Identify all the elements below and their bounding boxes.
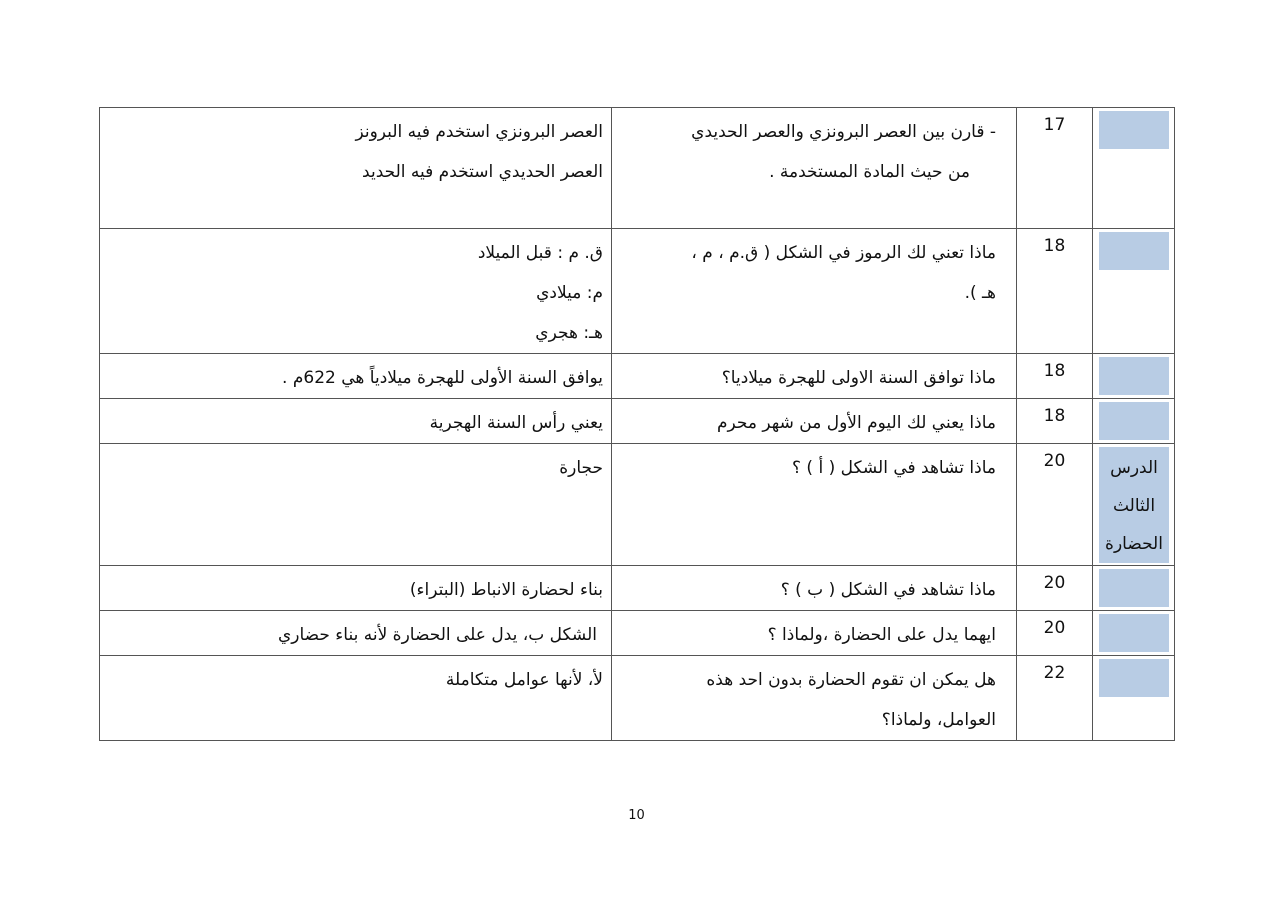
lesson-cell — [1093, 108, 1175, 229]
answer-cell — [100, 444, 612, 566]
answer-cell — [100, 229, 612, 354]
page-ref: 20 — [1043, 451, 1066, 471]
page-number-cell — [1017, 108, 1093, 229]
page-ref: 18 — [1043, 406, 1066, 426]
lesson-cell — [1093, 354, 1175, 399]
lesson-cell — [1093, 566, 1175, 611]
page-number-cell — [1017, 229, 1093, 354]
answer-line: هـ: هجري — [535, 323, 603, 343]
table-row — [100, 444, 1175, 566]
qa-table — [99, 107, 1175, 741]
question-line: ماذا تشاهد في الشكل ( ب ) ؟ — [780, 580, 996, 600]
question-cell — [612, 354, 1017, 399]
table-row — [100, 399, 1175, 444]
lesson-title-line: الحضارة — [1105, 534, 1163, 554]
page-number-cell — [1017, 611, 1093, 656]
answer-cell — [100, 611, 612, 656]
question-cell — [612, 229, 1017, 354]
lesson-cell — [1093, 399, 1175, 444]
answer-line: حجارة — [559, 458, 603, 478]
answer-line: لأ، لأنها عوامل متكاملة — [445, 670, 603, 690]
answer-line: ق. م : قبل الميلاد — [477, 243, 603, 263]
answer-cell — [100, 566, 612, 611]
page-number-cell — [1017, 656, 1093, 741]
question-line: ايهما يدل على الحضارة ،ولماذا ؟ — [767, 625, 996, 645]
page-number-cell — [1017, 444, 1093, 566]
question-line: ماذا توافق السنة الاولى للهجرة ميلاديا؟ — [721, 368, 996, 388]
lesson-highlight — [1099, 357, 1169, 395]
table-row — [100, 566, 1175, 611]
table-row — [100, 611, 1175, 656]
page-number-cell — [1017, 566, 1093, 611]
lesson-highlight — [1099, 614, 1169, 652]
question-cell — [612, 611, 1017, 656]
page-number-cell — [1017, 354, 1093, 399]
lesson-highlight — [1099, 402, 1169, 440]
answer-cell — [100, 354, 612, 399]
page-ref: 20 — [1043, 618, 1066, 638]
table-row — [100, 656, 1175, 741]
question-line: من حيث المادة المستخدمة . — [769, 162, 970, 182]
lesson-title — [1099, 447, 1169, 563]
page-ref: 17 — [1043, 115, 1066, 135]
answer-cell — [100, 108, 612, 229]
question-line: ماذا تعني لك الرموز في الشكل ( ق.م ، م ، — [691, 243, 996, 263]
table-row — [100, 108, 1175, 229]
lesson-title-line: الثالث — [1112, 496, 1156, 516]
table-row — [100, 229, 1175, 354]
question-line: هل يمكن ان تقوم الحضارة بدون احد هذه — [706, 670, 996, 690]
page-ref: 20 — [1043, 573, 1066, 593]
question-line: ماذا تشاهد في الشكل ( أ ) ؟ — [791, 458, 996, 478]
question-cell — [612, 399, 1017, 444]
question-cell — [612, 656, 1017, 741]
question-line: ماذا يعني لك اليوم الأول من شهر محرم — [717, 413, 996, 433]
lesson-cell — [1093, 611, 1175, 656]
page-number: 10 — [628, 808, 645, 823]
lesson-cell — [1093, 656, 1175, 741]
question-line: العوامل، ولماذا؟ — [881, 710, 996, 730]
lesson-title-line: الدرس — [1110, 458, 1158, 478]
lesson-highlight — [1099, 569, 1169, 607]
answer-line: العصر الحديدي استخدم فيه الحديد — [362, 162, 603, 182]
answer-cell — [100, 656, 612, 741]
table-row — [100, 354, 1175, 399]
question-cell — [612, 444, 1017, 566]
answer-cell — [100, 399, 612, 444]
answer-line: العصر البرونزي استخدم فيه البرونز — [355, 122, 603, 142]
page-number-cell — [1017, 399, 1093, 444]
lesson-cell — [1093, 229, 1175, 354]
answer-line: يوافق السنة الأولى للهجرة ميلادياً هي 622م . — [282, 368, 603, 388]
answer-line: يعني رأس السنة الهجرية — [429, 413, 603, 433]
page-ref: 18 — [1043, 236, 1066, 256]
lesson-highlight — [1099, 232, 1169, 270]
question-cell — [612, 566, 1017, 611]
answer-line: الشكل ب، يدل على الحضارة لأنه بناء حضاري — [277, 625, 597, 645]
lesson-cell — [1093, 444, 1175, 566]
question-cell — [612, 108, 1017, 229]
question-line: - قارن بين العصر البرونزي والعصر الحديدي — [691, 122, 996, 142]
question-line: هـ ). — [964, 283, 996, 303]
page-ref: 18 — [1043, 361, 1066, 381]
answer-line: بناء لحضارة الانباط (البتراء) — [409, 580, 603, 600]
page-ref: 22 — [1043, 663, 1066, 683]
lesson-highlight — [1099, 659, 1169, 697]
answer-line: م: ميلادي — [536, 283, 603, 303]
lesson-highlight — [1099, 111, 1169, 149]
